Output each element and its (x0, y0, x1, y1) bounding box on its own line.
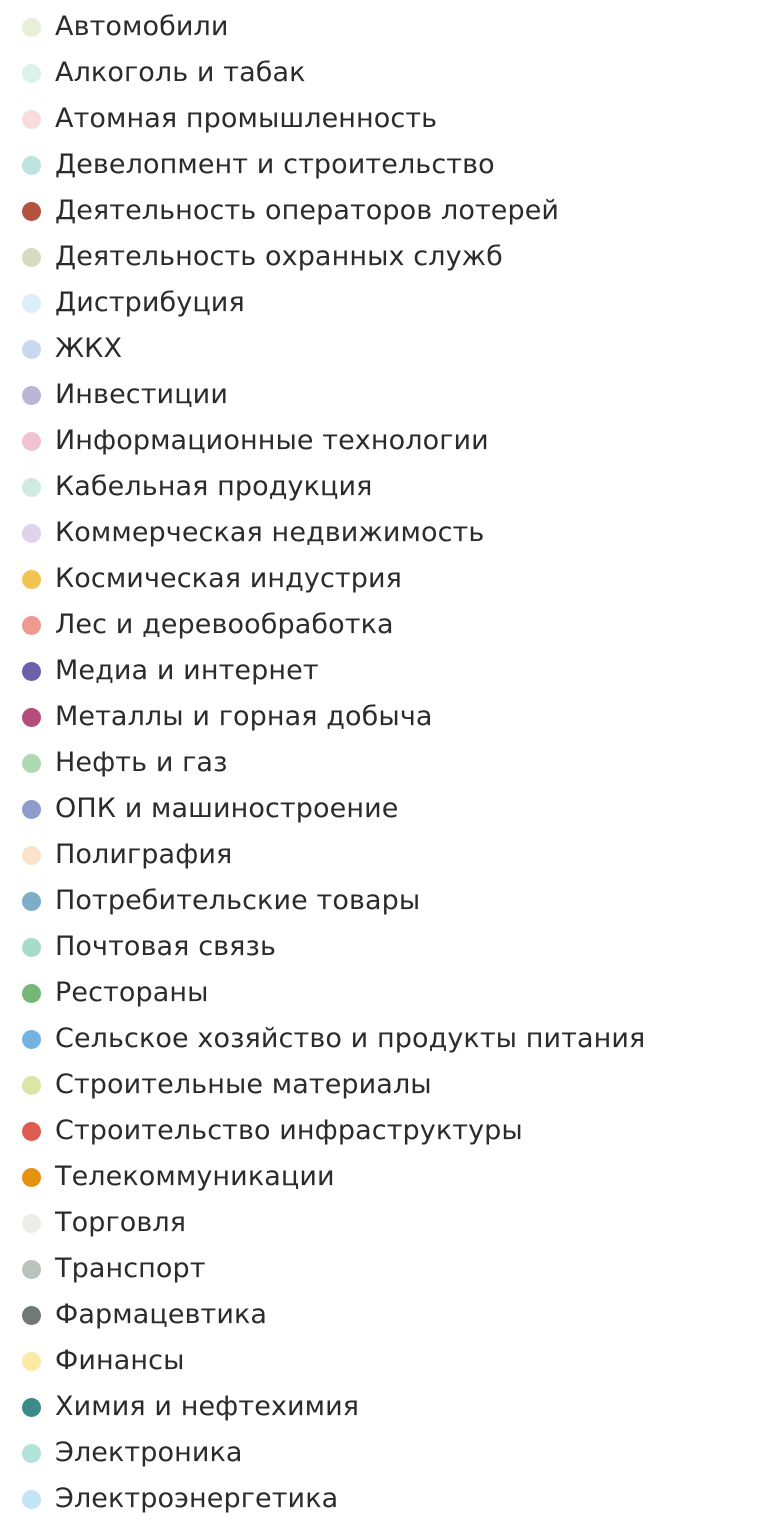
legend-color-swatch-icon (22, 570, 41, 589)
legend-color-swatch-icon (22, 662, 41, 681)
legend-item-label: Строительные материалы (55, 1069, 432, 1100)
legend-item[interactable] (22, 142, 778, 188)
legend-item[interactable] (22, 280, 778, 326)
legend-color-swatch-icon (22, 340, 41, 359)
legend-color-swatch-icon (22, 1076, 41, 1095)
legend-item-label: Сельское хозяйство и продукты питания (55, 1023, 646, 1054)
legend-item-label: Транспорт (55, 1253, 206, 1284)
legend-color-swatch-icon (22, 386, 41, 405)
legend-color-swatch-icon (22, 892, 41, 911)
legend-item-label: ЖКХ (55, 333, 123, 364)
legend-color-swatch-icon (22, 432, 41, 451)
legend-color-swatch-icon (22, 524, 41, 543)
legend-item-label: Автомобили (55, 11, 229, 42)
legend-item[interactable] (22, 648, 778, 694)
legend-color-swatch-icon (22, 202, 41, 221)
legend-item[interactable] (22, 1200, 778, 1246)
legend-item[interactable] (22, 694, 778, 740)
legend-item[interactable] (22, 1062, 778, 1108)
legend-item-label: Кабельная продукция (55, 471, 373, 502)
legend-item-label: Электроэнергетика (55, 1483, 339, 1514)
legend-item[interactable] (22, 924, 778, 970)
legend-item-label: Нефть и газ (55, 747, 228, 778)
legend-item[interactable] (22, 1476, 778, 1522)
legend-item[interactable] (22, 372, 778, 418)
legend-item-label: Девелопмент и строительство (55, 149, 495, 180)
legend-item-label: Почтовая связь (55, 931, 276, 962)
legend-color-swatch-icon (22, 64, 41, 83)
legend-item-label: Потребительские товары (55, 885, 421, 916)
legend-color-swatch-icon (22, 1490, 41, 1509)
legend-item[interactable] (22, 418, 778, 464)
legend-item[interactable] (22, 1154, 778, 1200)
legend-item-label: Металлы и горная добыча (55, 701, 433, 732)
legend-item[interactable] (22, 970, 778, 1016)
legend-color-swatch-icon (22, 18, 41, 37)
legend-color-swatch-icon (22, 1214, 41, 1233)
legend-item-label: Лес и деревообработка (55, 609, 394, 640)
legend-item-label: Дистрибуция (55, 287, 245, 318)
legend-item[interactable] (22, 1108, 778, 1154)
legend-item[interactable] (22, 50, 778, 96)
legend-item-label: Химия и нефтехимия (55, 1391, 360, 1422)
legend-item-label: Телекоммуникации (55, 1161, 335, 1192)
legend-item-label: Информационные технологии (55, 425, 489, 456)
legend-color-swatch-icon (22, 754, 41, 773)
legend-color-swatch-icon (22, 248, 41, 267)
legend-color-swatch-icon (22, 616, 41, 635)
legend-item[interactable] (22, 878, 778, 924)
legend-item[interactable] (22, 786, 778, 832)
legend-item-label: Медиа и интернет (55, 655, 319, 686)
legend-item-label: Инвестиции (55, 379, 228, 410)
legend-item[interactable] (22, 1246, 778, 1292)
legend-item-label: Полиграфия (55, 839, 233, 870)
legend-color-swatch-icon (22, 1168, 41, 1187)
legend-color-swatch-icon (22, 800, 41, 819)
legend-item[interactable] (22, 510, 778, 556)
legend-item[interactable] (22, 602, 778, 648)
legend-item-label: ОПК и машиностроение (55, 793, 399, 824)
legend-color-swatch-icon (22, 708, 41, 727)
legend-item-label: Финансы (55, 1345, 185, 1376)
legend-item[interactable] (22, 740, 778, 786)
legend-item-label: Деятельность охранных служб (55, 241, 503, 272)
legend-color-swatch-icon (22, 984, 41, 1003)
legend-item[interactable] (22, 1338, 778, 1384)
legend-color-swatch-icon (22, 938, 41, 957)
legend-item-label: Строительство инфраструктуры (55, 1115, 523, 1146)
legend-color-swatch-icon (22, 846, 41, 865)
legend-item-label: Рестораны (55, 977, 209, 1008)
legend-item[interactable] (22, 1292, 778, 1338)
legend-item[interactable] (22, 96, 778, 142)
legend-color-swatch-icon (22, 294, 41, 313)
legend-item[interactable] (22, 188, 778, 234)
legend-item[interactable] (22, 4, 778, 50)
legend-item[interactable] (22, 1430, 778, 1476)
legend-item[interactable] (22, 832, 778, 878)
legend-item[interactable] (22, 1016, 778, 1062)
legend-color-swatch-icon (22, 1398, 41, 1417)
legend-color-swatch-icon (22, 110, 41, 129)
legend-color-swatch-icon (22, 1306, 41, 1325)
legend-color-swatch-icon (22, 1352, 41, 1371)
legend-item[interactable] (22, 556, 778, 602)
legend-color-swatch-icon (22, 1122, 41, 1141)
legend-item[interactable] (22, 234, 778, 280)
legend-item-label: Деятельность операторов лотерей (55, 195, 560, 226)
legend-item-label: Фармацевтика (55, 1299, 268, 1330)
legend-item[interactable] (22, 464, 778, 510)
legend-item-label: Коммерческая недвижимость (55, 517, 485, 548)
legend-item[interactable] (22, 326, 778, 372)
legend-item-label: Космическая индустрия (55, 563, 402, 594)
legend-color-swatch-icon (22, 1260, 41, 1279)
legend-item-label: Алкоголь и табак (55, 57, 306, 88)
legend-color-swatch-icon (22, 1030, 41, 1049)
legend-item[interactable] (22, 1384, 778, 1430)
legend-color-swatch-icon (22, 478, 41, 497)
legend-item-label: Электроника (55, 1437, 243, 1468)
legend-item-label: Торговля (55, 1207, 187, 1238)
legend-color-swatch-icon (22, 156, 41, 175)
legend-item-label: Атомная промышленность (55, 103, 438, 134)
legend-color-swatch-icon (22, 1444, 41, 1463)
